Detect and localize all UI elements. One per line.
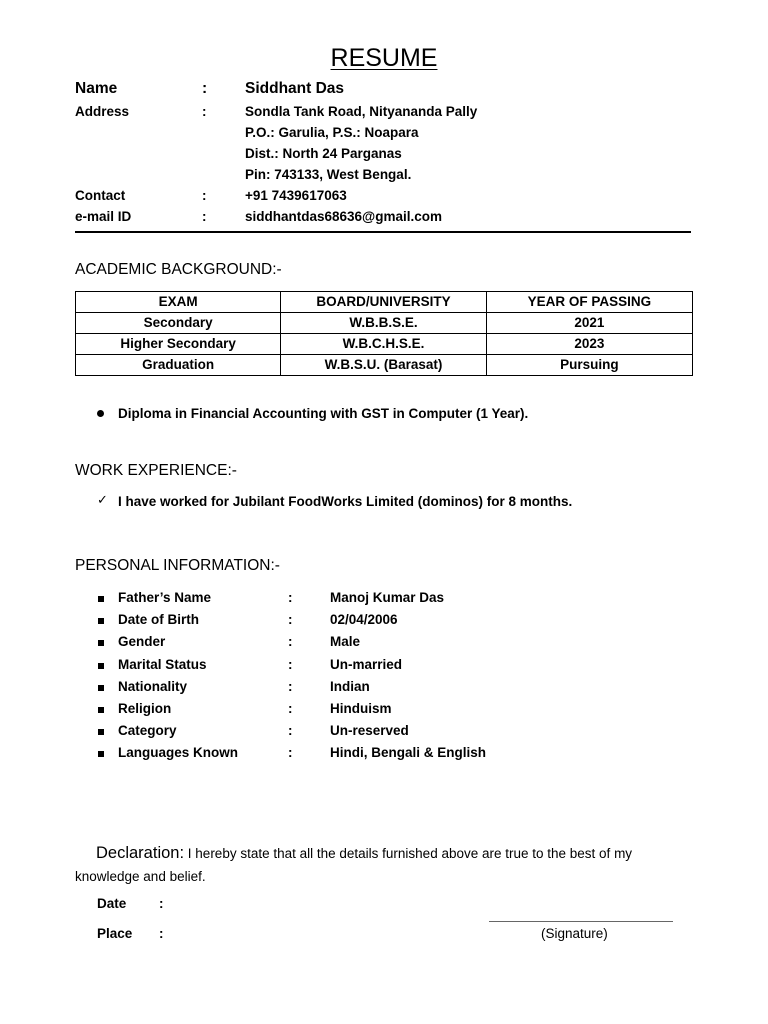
personal-info-label: Date of Birth [118, 612, 199, 628]
header-divider [75, 231, 691, 233]
table-cell: W.B.C.H.S.E. [281, 334, 487, 355]
name-label: Name [75, 80, 118, 97]
personal-info-colon: : [288, 701, 293, 716]
address-line-2: P.O.: Garulia, P.S.: Noapara [245, 125, 419, 140]
square-bullet-icon [98, 596, 104, 602]
table-cell: W.B.S.U. (Barasat) [281, 355, 487, 376]
column-header: BOARD/UNIVERSITY [281, 292, 487, 313]
checkmark-icon: ✓ [97, 492, 108, 507]
personal-info-label: Gender [118, 634, 166, 650]
work-heading: WORK EXPERIENCE:- [75, 462, 237, 479]
personal-info-colon: : [288, 745, 293, 761]
name-colon: : [202, 80, 208, 97]
email-colon: : [202, 209, 207, 224]
declaration-label: Declaration: [96, 844, 185, 862]
column-header: YEAR OF PASSING [486, 292, 692, 313]
address-label: Address [75, 104, 130, 119]
personal-info-label: Nationality [118, 678, 188, 694]
contact-value: +91 7439617063 [245, 188, 347, 203]
square-bullet-icon [98, 751, 104, 757]
academic-heading: ACADEMIC BACKGROUND:- [75, 261, 282, 278]
table-cell: 2021 [486, 313, 692, 334]
square-bullet-icon [98, 685, 104, 691]
address-line-4: Pin: 743133, West Bengal. [245, 167, 412, 182]
signature-caption: (Signature) [541, 926, 608, 941]
personal-info-value: Indian [330, 678, 370, 694]
personal-info-colon: : [288, 678, 293, 694]
resume-title: RESUME [330, 44, 438, 72]
column-header: EXAM [76, 292, 281, 313]
personal-info-label: Religion [118, 701, 172, 716]
signature-line [489, 921, 673, 922]
date-colon: : [159, 896, 164, 911]
personal-heading: PERSONAL INFORMATION:- [75, 557, 280, 574]
table-cell: Secondary [76, 313, 281, 334]
personal-info-value: Un-married [330, 656, 403, 672]
personal-info-value: Un-reserved [330, 723, 409, 739]
address-colon: : [202, 104, 207, 119]
table-row [76, 355, 693, 376]
place-label: Place [97, 926, 133, 941]
personal-info-colon: : [288, 612, 293, 628]
personal-info-label: Marital Status [118, 656, 207, 672]
personal-info-value: Hinduism [330, 701, 392, 716]
work-item-text: I have worked for Jubilant FoodWorks Limited (dominos) for 8 months. [118, 494, 573, 509]
square-bullet-icon [98, 663, 104, 669]
address-line-1: Sondla Tank Road, Nityananda Pally [245, 104, 478, 119]
personal-info-value: Manoj Kumar Das [330, 590, 445, 605]
contact-label: Contact [75, 188, 126, 203]
square-bullet-icon [98, 640, 104, 646]
email-label: e-mail ID [75, 209, 132, 224]
table-cell: Graduation [76, 355, 281, 376]
table-row [76, 334, 693, 355]
declaration-text: I hereby state that all the details furnished above are true to the best of my knowledge and belief. [75, 846, 633, 884]
email-value: siddhantdas68636@gmail.com [245, 209, 442, 224]
personal-info-label: Category [118, 723, 177, 739]
square-bullet-icon [98, 707, 104, 713]
diploma-text: Diploma in Financial Accounting with GST in Computer (1 Year). [118, 406, 529, 421]
table-header-row [76, 292, 693, 313]
personal-info-colon: : [288, 590, 293, 605]
personal-info-colon: : [288, 723, 293, 739]
square-bullet-icon [98, 729, 104, 735]
bullet-dot-icon [97, 410, 104, 417]
square-bullet-icon [98, 618, 104, 624]
personal-info-colon: : [288, 634, 293, 650]
declaration-paragraph [75, 842, 685, 888]
place-colon: : [159, 926, 164, 941]
table-row [76, 313, 693, 334]
name-value: Siddhant Das [245, 80, 345, 97]
date-label: Date [97, 896, 127, 911]
address-line-3: Dist.: North 24 Parganas [245, 146, 402, 161]
contact-colon: : [202, 188, 207, 203]
table-cell: Higher Secondary [76, 334, 281, 355]
personal-info-value: Male [330, 634, 361, 650]
personal-info-value: Hindi, Bengali & English [330, 745, 487, 761]
table-cell: Pursuing [486, 355, 692, 376]
personal-info-label: Father’s Name [118, 590, 212, 605]
personal-info-colon: : [288, 656, 293, 672]
personal-info-label: Languages Known [118, 745, 239, 761]
personal-info-value: 02/04/2006 [330, 612, 398, 628]
academic-table [75, 291, 693, 376]
table-cell: 2023 [486, 334, 692, 355]
table-cell: W.B.B.S.E. [281, 313, 487, 334]
